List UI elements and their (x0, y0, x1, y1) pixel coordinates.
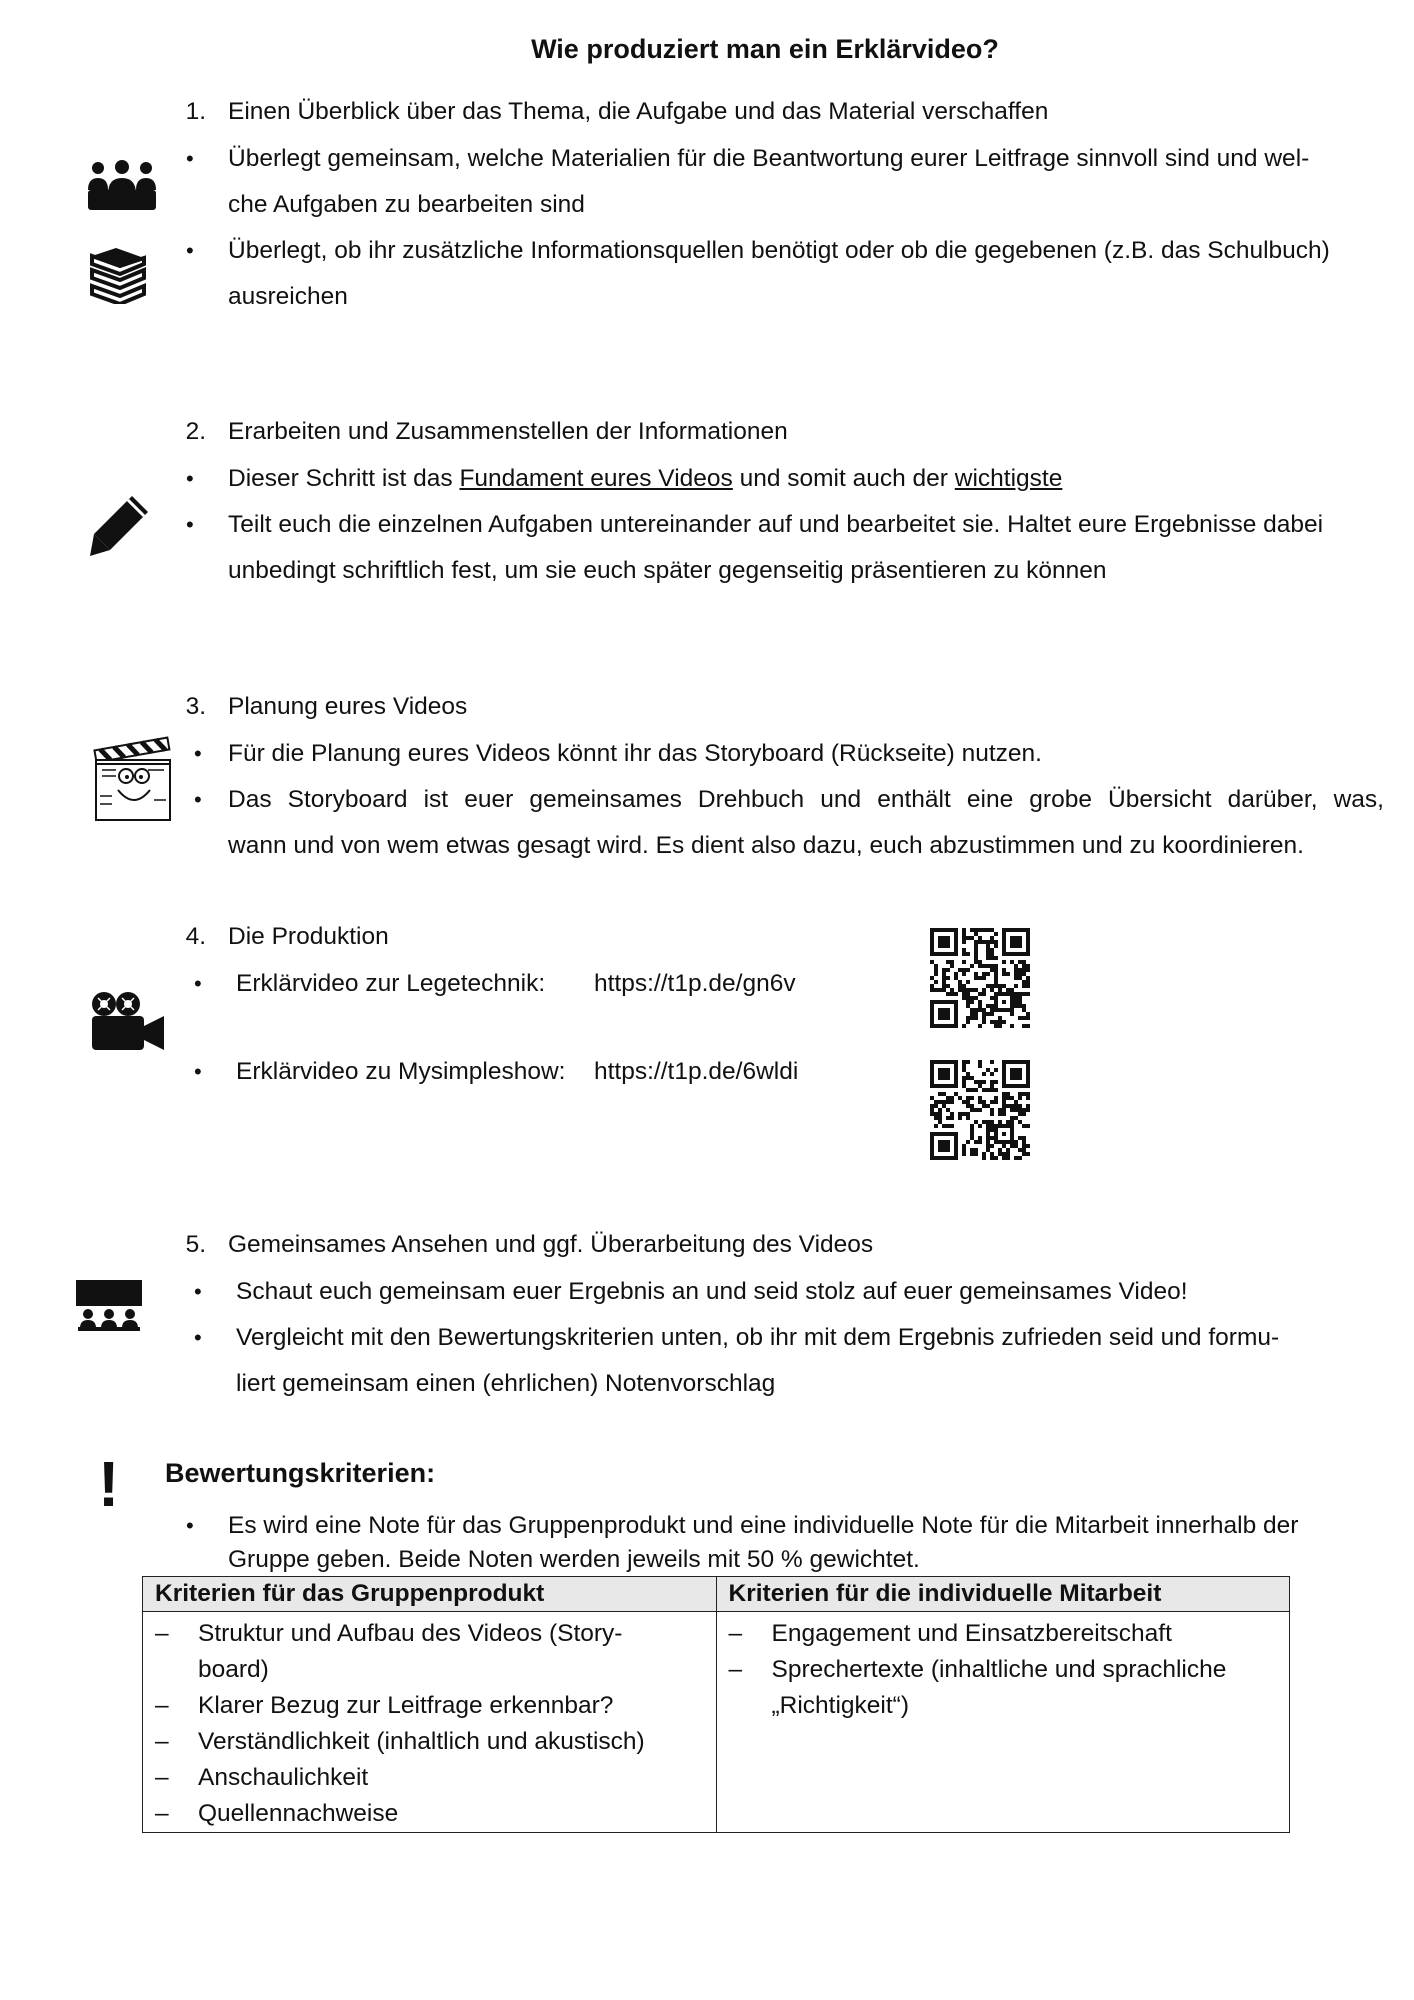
dash-marker: – (155, 1764, 169, 1791)
section-1-bullet-2-line-2: ausreichen (228, 283, 348, 310)
bullet-marker: • (194, 1059, 202, 1084)
qr-code-icon[interactable] (930, 928, 1030, 1028)
list-item (143, 1724, 716, 1760)
video-camera-icon (88, 990, 168, 1054)
criteria-text: Quellennachweise (198, 1800, 399, 1827)
list-item (143, 1616, 716, 1688)
section-3-number: 3. (185, 693, 206, 720)
criteria-text: Struktur und Aufbau des Videos (Story- (198, 1620, 623, 1647)
section-4-heading: Die Produktion (228, 923, 389, 950)
dash-marker: – (728, 1656, 743, 1683)
dash-marker: – (155, 1728, 169, 1755)
cinema-audience-icon (74, 1278, 144, 1332)
list-item (717, 1616, 1290, 1652)
clapperboard-icon (92, 736, 174, 824)
section-2-number: 2. (185, 418, 206, 445)
bullet-marker: • (186, 512, 194, 537)
section-3-bullet-2-line-1: Das Storyboard ist euer gemeinsames Drehbuch und enthält eine grobe Übersicht darüber, was, (228, 786, 1384, 813)
underlined-wichtigste: wichtigste (954, 465, 1063, 492)
section-5-bullet-1: Schaut euch gemeinsam euer Ergebnis an und seid stolz auf euer gemeinsames Video! (236, 1278, 1188, 1305)
section-2-bullet-2-line-2: unbedingt schriftlich fest, um sie euch später gegenseitig präsentieren zu können (228, 557, 1107, 584)
section-1-heading: Einen Überblick über das Thema, die Aufgabe und das Material verschaffen (228, 98, 1049, 125)
section-3-bullet-2-line-2: wann und von wem etwas gesagt wird. Es dient also dazu, euch abzustimmen und zu koordinieren. (228, 832, 1304, 859)
group-icon (86, 160, 158, 212)
section-5-bullet-2-line-1: Vergleicht mit den Bewertungskriterien unten, ob ihr mit dem Ergebnis zufrieden seid und formu- (236, 1324, 1280, 1351)
link-legetechnik[interactable]: https://t1p.de/gn6v (594, 970, 796, 997)
bullet-marker: • (194, 971, 202, 996)
criteria-header-individual: Kriterien für die individuelle Mitarbeit (716, 1577, 1290, 1612)
exclamation-icon: ! (98, 1448, 120, 1520)
dash-marker: – (155, 1620, 169, 1647)
section-1-bullet-1-line-1: Überlegt gemeinsam, welche Materialien für die Beantwortung eurer Leitfrage sinnvoll sind und wel- (228, 145, 1310, 172)
criteria-header-group: Kriterien für das Gruppenprodukt (143, 1577, 717, 1612)
bewertung-heading: Bewertungskriterien: (165, 1458, 436, 1488)
dash-marker: – (728, 1620, 743, 1647)
bewertung-bullet-line-1: Es wird eine Note für das Gruppenprodukt und eine individuelle Note für die Mitarbeit innerhalb der (228, 1512, 1299, 1539)
bullet-marker: • (194, 787, 202, 812)
link-mysimpleshow[interactable]: https://t1p.de/6wldi (594, 1058, 799, 1085)
list-item (143, 1796, 716, 1832)
page-title: Wie produziert man ein Erklärvideo? (531, 34, 999, 64)
section-5-bullet-2-line-2: liert gemeinsam einen (ehrlichen) Notenvorschlag (236, 1370, 776, 1397)
criteria-column-group (143, 1612, 717, 1833)
bullet-marker: • (194, 1279, 202, 1304)
list-item (143, 1760, 716, 1796)
bullet-marker: • (186, 1513, 194, 1538)
section-2-heading: Erarbeiten und Zusammenstellen der Informationen (228, 418, 788, 445)
section-5-heading: Gemeinsames Ansehen und ggf. Überarbeitung des Videos (228, 1231, 874, 1258)
list-item (717, 1652, 1290, 1724)
video-label-mysimpleshow: Erklärvideo zu Mysimpleshow: (236, 1058, 566, 1085)
section-2-bullet-1-text: Dieser Schritt ist das (228, 465, 460, 492)
bullet-marker: • (194, 1325, 202, 1350)
criteria-text: Anschaulichkeit (198, 1764, 369, 1791)
list-item (143, 1688, 716, 1724)
bullet-marker: • (186, 146, 194, 171)
bullet-marker: • (186, 238, 194, 263)
section-1-bullet-1-line-2: che Aufgaben zu bearbeiten sind (228, 191, 585, 218)
criteria-text: Klarer Bezug zur Leitfrage erkennbar? (198, 1692, 614, 1719)
dash-marker: – (155, 1800, 169, 1827)
criteria-text: board) (198, 1656, 269, 1683)
qr-code-icon[interactable] (930, 1060, 1030, 1160)
video-label-legetechnik: Erklärvideo zur Legetechnik: (236, 970, 546, 997)
underlined-fundament: Fundament eures Videos (459, 465, 733, 492)
bullet-marker: • (194, 741, 202, 766)
pencil-icon (86, 492, 152, 558)
section-4-number: 4. (185, 923, 206, 950)
criteria-text: Engagement und Einsatzbereitschaft (771, 1620, 1172, 1647)
criteria-text: „Richtigkeit“) (771, 1692, 909, 1719)
bewertung-bullet-line-2: Gruppe geben. Beide Noten werden jeweils mit 50 % gewichtet. (228, 1546, 920, 1573)
criteria-column-individual (716, 1612, 1290, 1833)
section-1-bullet-2-line-1: Überlegt, ob ihr zusätzliche Informationsquellen benötigt oder ob die gegebenen (z.B. das Schulbuch) (228, 237, 1330, 264)
section-2-bullet-2-line-1: Teilt euch die einzelnen Aufgaben untereinander auf und bearbeitet sie. Haltet eure Ergebnisse dabei (228, 511, 1324, 538)
section-1-number: 1. (185, 98, 206, 125)
section-3-heading: Planung eures Videos (228, 693, 468, 720)
criteria-table (142, 1576, 1290, 1833)
section-2-bullet-1 (228, 456, 1062, 502)
dash-marker: – (155, 1692, 169, 1719)
criteria-text: Sprechertexte (inhaltliche und sprachliche (771, 1656, 1227, 1683)
section-2-bullet-1-text: und somit auch der (732, 465, 955, 492)
bullet-marker: • (186, 466, 194, 491)
criteria-text: Verständlichkeit (inhaltlich und akustisch) (198, 1728, 645, 1755)
books-icon (86, 246, 150, 304)
section-3-bullet-1: Für die Planung eures Videos könnt ihr das Storyboard (Rückseite) nutzen. (228, 740, 1042, 767)
section-5-number: 5. (185, 1231, 206, 1258)
